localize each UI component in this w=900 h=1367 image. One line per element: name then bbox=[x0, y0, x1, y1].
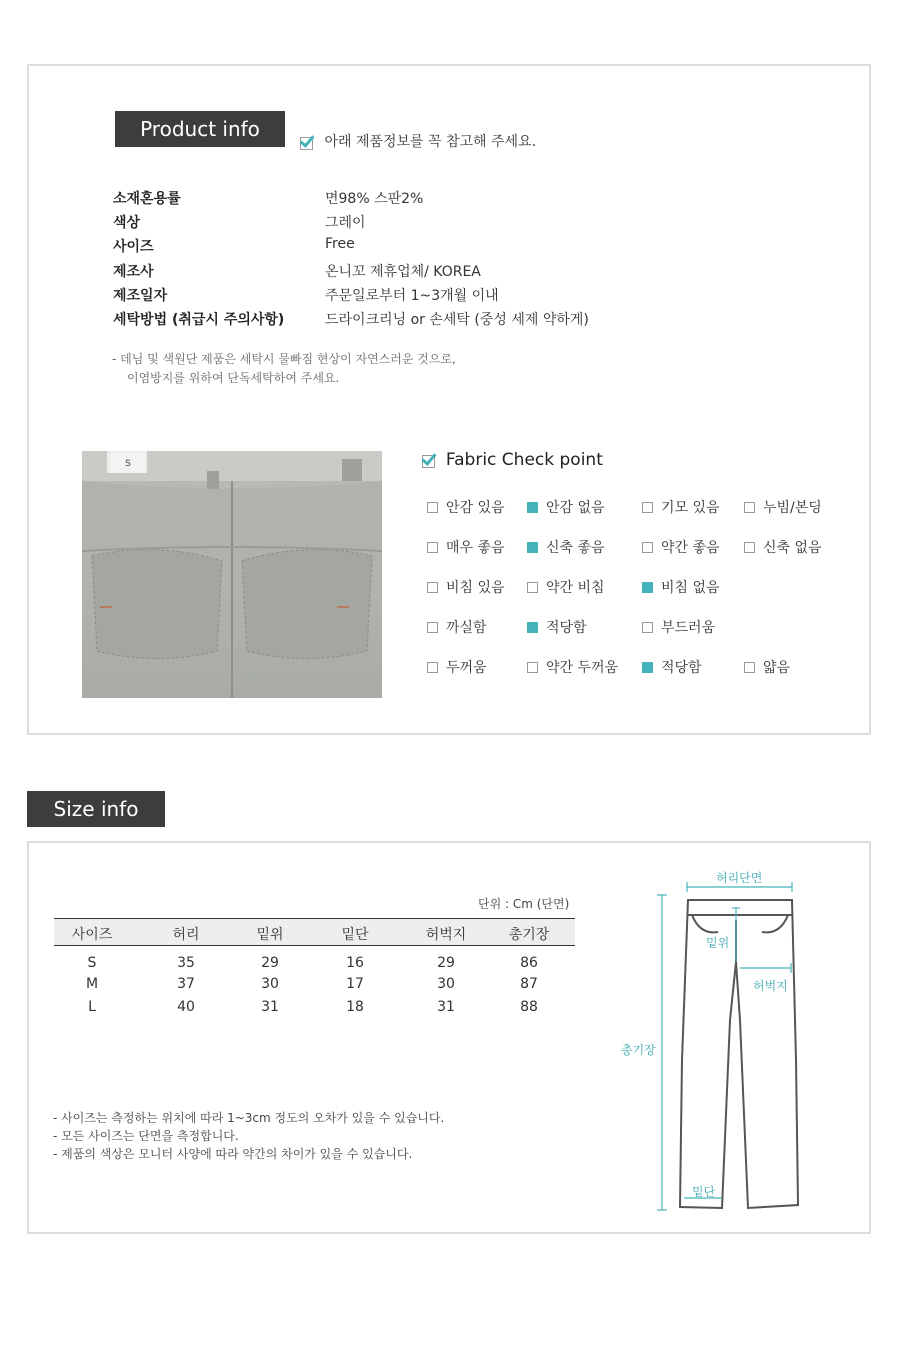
size-table-cell: 40 bbox=[177, 999, 195, 1015]
fabric-option bbox=[642, 497, 720, 517]
fabric-heading bbox=[422, 450, 603, 470]
fabric-option bbox=[427, 577, 505, 597]
unchecked-box-icon bbox=[427, 502, 438, 513]
fabric-option bbox=[427, 497, 505, 517]
care-note-line2: 이염방지를 위하여 단독세탁하여 주세요. bbox=[127, 371, 340, 385]
checked-box-icon bbox=[642, 582, 653, 593]
fabric-option-label: 안감 없음 bbox=[546, 500, 605, 516]
checked-box-icon bbox=[527, 622, 538, 633]
spec-value: 면98% 스판2% bbox=[325, 191, 424, 207]
size-table-header: 사이즈 bbox=[71, 927, 113, 943]
fabric-option bbox=[744, 657, 790, 677]
checkmark-icon bbox=[300, 135, 314, 149]
product-photo bbox=[82, 451, 382, 698]
diagram-label-waist: 허리단면 bbox=[716, 871, 763, 885]
checkmark-icon bbox=[422, 453, 436, 467]
size-table-cell: 17 bbox=[346, 976, 364, 992]
diagram-label-thigh: 허벅지 bbox=[753, 979, 788, 993]
fabric-option bbox=[527, 617, 587, 637]
spec-key: 소재혼용률 bbox=[113, 191, 181, 207]
diagram-label-rise: 밑위 bbox=[706, 936, 730, 950]
spec-value: 온니꼬 제휴업체/ KOREA bbox=[325, 264, 481, 280]
fabric-option-label: 부드러움 bbox=[661, 620, 716, 636]
fabric-option bbox=[427, 537, 505, 557]
fabric-option-label: 매우 좋음 bbox=[446, 540, 505, 556]
spec-key: 색상 bbox=[113, 215, 141, 231]
unchecked-box-icon bbox=[642, 502, 653, 513]
unchecked-box-icon bbox=[527, 582, 538, 593]
size-table-cell: 29 bbox=[261, 955, 279, 971]
size-table-cell: 88 bbox=[520, 999, 538, 1015]
size-table-header: 총기장 bbox=[508, 927, 550, 943]
unchecked-box-icon bbox=[427, 542, 438, 553]
fabric-option bbox=[427, 657, 487, 677]
size-table-header-bg bbox=[54, 919, 575, 945]
photo-size-tag: S bbox=[111, 453, 145, 473]
size-table-cell: 31 bbox=[261, 999, 279, 1015]
fabric-option-label: 약간 좋음 bbox=[661, 540, 720, 556]
fabric-option-label: 적당함 bbox=[546, 620, 587, 636]
fabric-option bbox=[527, 497, 605, 517]
fabric-option-label: 약간 비침 bbox=[546, 580, 605, 596]
fabric-option bbox=[744, 497, 822, 517]
fabric-option bbox=[527, 577, 605, 597]
unchecked-box-icon bbox=[744, 542, 755, 553]
size-unit-label: 단위 : Cm (단면) bbox=[478, 897, 570, 911]
fabric-option bbox=[744, 537, 822, 557]
fabric-option-label: 누빔/본딩 bbox=[763, 500, 822, 516]
fabric-option bbox=[642, 577, 720, 597]
fabric-option bbox=[427, 617, 487, 637]
unchecked-box-icon bbox=[642, 622, 653, 633]
product-notice bbox=[300, 131, 536, 151]
fabric-option-label: 안감 있음 bbox=[446, 500, 505, 516]
spec-value: Free bbox=[325, 236, 355, 252]
size-table-cell: 31 bbox=[437, 999, 455, 1015]
unchecked-box-icon bbox=[744, 502, 755, 513]
fabric-option-label: 두꺼움 bbox=[446, 660, 487, 676]
fabric-option-label: 신축 없음 bbox=[763, 540, 822, 556]
pants-measure-diagram bbox=[600, 860, 830, 1220]
checked-box-icon bbox=[527, 542, 538, 553]
product-notice-text: 아래 제품정보를 꼭 참고해 주세요. bbox=[324, 134, 537, 150]
size-table-cell: 86 bbox=[520, 955, 538, 971]
size-table-cell: 87 bbox=[520, 976, 538, 992]
size-info-heading: Size info bbox=[27, 791, 165, 827]
diagram-label-hem: 밑단 bbox=[692, 1185, 716, 1199]
size-table-cell: S bbox=[87, 955, 97, 971]
fabric-option-label: 비침 없음 bbox=[661, 580, 720, 596]
fabric-option bbox=[642, 617, 715, 637]
checked-box-icon bbox=[642, 662, 653, 673]
size-table-cell: 16 bbox=[346, 955, 364, 971]
size-table-cell: 35 bbox=[177, 955, 195, 971]
spec-value: 주문일로부터 1~3개월 이내 bbox=[325, 288, 499, 304]
fabric-option-label: 비침 있음 bbox=[446, 580, 505, 596]
size-table-cell: 18 bbox=[346, 999, 364, 1015]
fabric-option bbox=[642, 657, 702, 677]
spec-value: 그레이 bbox=[325, 215, 366, 231]
fabric-option-label: 신축 좋음 bbox=[546, 540, 605, 556]
fabric-option-label: 까실함 bbox=[446, 620, 487, 636]
spec-key: 제조일자 bbox=[113, 288, 168, 304]
size-table-cell: M bbox=[85, 976, 99, 992]
size-table-header-rule bbox=[54, 945, 575, 946]
size-table-header: 허벅지 bbox=[425, 927, 467, 943]
jeans-back-image bbox=[82, 451, 382, 698]
size-table-cell: L bbox=[88, 999, 96, 1015]
unchecked-box-icon bbox=[427, 622, 438, 633]
checked-box-icon bbox=[527, 502, 538, 513]
size-table-cell: 30 bbox=[261, 976, 279, 992]
diagram-label-length: 총기장 bbox=[621, 1043, 656, 1057]
size-table-header: 밑단 bbox=[341, 927, 369, 943]
size-table-header: 허리 bbox=[172, 927, 200, 943]
spec-key: 세탁방법 (취급시 주의사항) bbox=[113, 312, 285, 328]
unchecked-box-icon bbox=[427, 662, 438, 673]
care-note-line1: - 데님 및 색원단 제품은 세탁시 물빠짐 현상이 자연스러운 것으로, bbox=[112, 352, 456, 366]
size-table-cell: 29 bbox=[437, 955, 455, 971]
fabric-option-label: 기모 있음 bbox=[661, 500, 720, 516]
size-table-cell: 30 bbox=[437, 976, 455, 992]
fabric-heading-text: Fabric Check point bbox=[445, 450, 603, 470]
unchecked-box-icon bbox=[427, 582, 438, 593]
size-note: - 모든 사이즈는 단면을 측정합니다. bbox=[53, 1129, 239, 1143]
spec-key: 제조사 bbox=[113, 264, 154, 280]
size-table-header: 밑위 bbox=[256, 927, 284, 943]
fabric-option bbox=[527, 537, 605, 557]
spec-value: 드라이크리닝 or 손세탁 (중성 세제 약하게) bbox=[325, 312, 589, 328]
fabric-option-label: 적당함 bbox=[661, 660, 702, 676]
fabric-option bbox=[527, 657, 618, 677]
fabric-option bbox=[642, 537, 720, 557]
fabric-option-label: 약간 두꺼움 bbox=[546, 660, 619, 676]
unchecked-box-icon bbox=[527, 662, 538, 673]
spec-key: 사이즈 bbox=[113, 239, 154, 255]
size-note: - 제품의 색상은 모니터 사양에 따라 약간의 차이가 있을 수 있습니다. bbox=[53, 1147, 413, 1161]
product-info-heading: Product info bbox=[115, 111, 285, 147]
unchecked-box-icon bbox=[744, 662, 755, 673]
size-table-cell: 37 bbox=[177, 976, 195, 992]
size-note: - 사이즈는 측정하는 위치에 따라 1~3cm 정도의 오차가 있을 수 있습니다. bbox=[53, 1111, 445, 1125]
unchecked-box-icon bbox=[642, 542, 653, 553]
fabric-option-label: 얇음 bbox=[763, 660, 791, 676]
